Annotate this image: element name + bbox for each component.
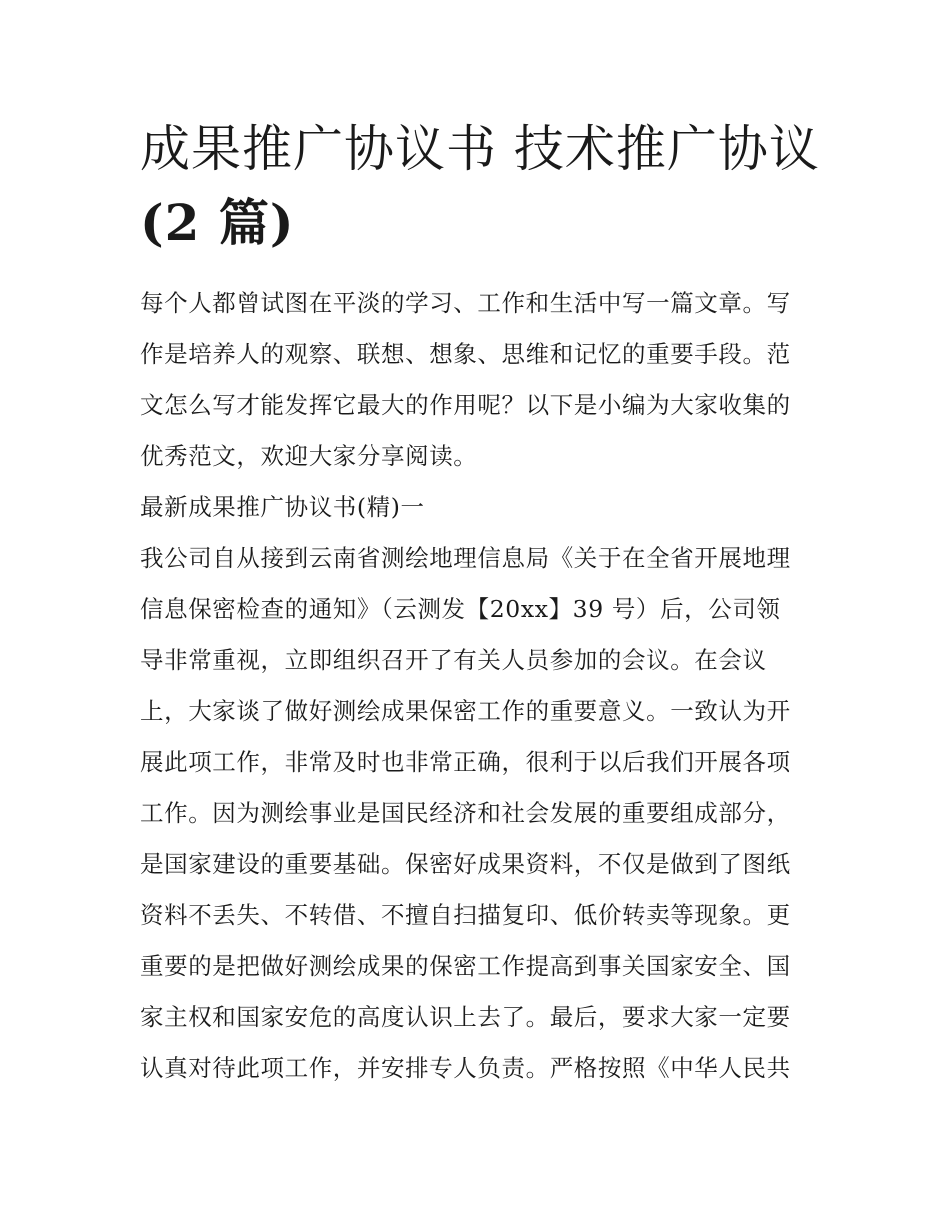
body-line: 资料不丢失、不转借、不擅自扫描复印、低价转卖等现象。更 xyxy=(140,901,791,929)
body-line: 优秀范文，欢迎大家分享阅读。 xyxy=(140,442,478,470)
body-line: 我公司自从接到云南省测绘地理信息局《关于在全省开展地理 xyxy=(140,544,791,572)
body-line: 文怎么写才能发挥它最大的作用呢？以下是小编为大家收集的 xyxy=(140,391,791,419)
body-line: 是国家建设的重要基础。保密好成果资料，不仅是做到了图纸 xyxy=(140,850,791,878)
body-line: 信息保密检查的通知》（云测发【20xx】39 号）后，公司领 xyxy=(140,595,781,623)
body-line: 重要的是把做好测绘成果的保密工作提高到事关国家安全、国 xyxy=(140,952,791,980)
body-line: 工作。因为测绘事业是国民经济和社会发展的重要组成部分， xyxy=(140,799,791,827)
title-line-2: (2 篇) xyxy=(140,193,295,252)
document-title xyxy=(140,112,830,260)
document-body xyxy=(140,278,820,1094)
body-line: 每个人都曾试图在平淡的学习、工作和生活中写一篇文章。写 xyxy=(140,289,791,317)
body-line: 上，大家谈了做好测绘成果保密工作的重要意义。一致认为开 xyxy=(140,697,791,725)
title-line-1: 成果推广协议书 技术推广协议 xyxy=(140,120,820,178)
body-line: 作是培养人的观察、联想、想象、思维和记忆的重要手段。范 xyxy=(140,340,791,368)
section-heading: 最新成果推广协议书(精)一 xyxy=(140,493,425,521)
body-line: 展此项工作，非常及时也非常正确，很利于以后我们开展各项 xyxy=(140,748,791,776)
body-line: 家主权和国家安危的高度认识上去了。最后，要求大家一定要 xyxy=(140,1003,791,1031)
body-line: 导非常重视，立即组织召开了有关人员参加的会议。在会议 xyxy=(140,646,767,674)
body-line: 认真对待此项工作，并安排专人负责。严格按照《中华人民共 xyxy=(140,1054,791,1082)
